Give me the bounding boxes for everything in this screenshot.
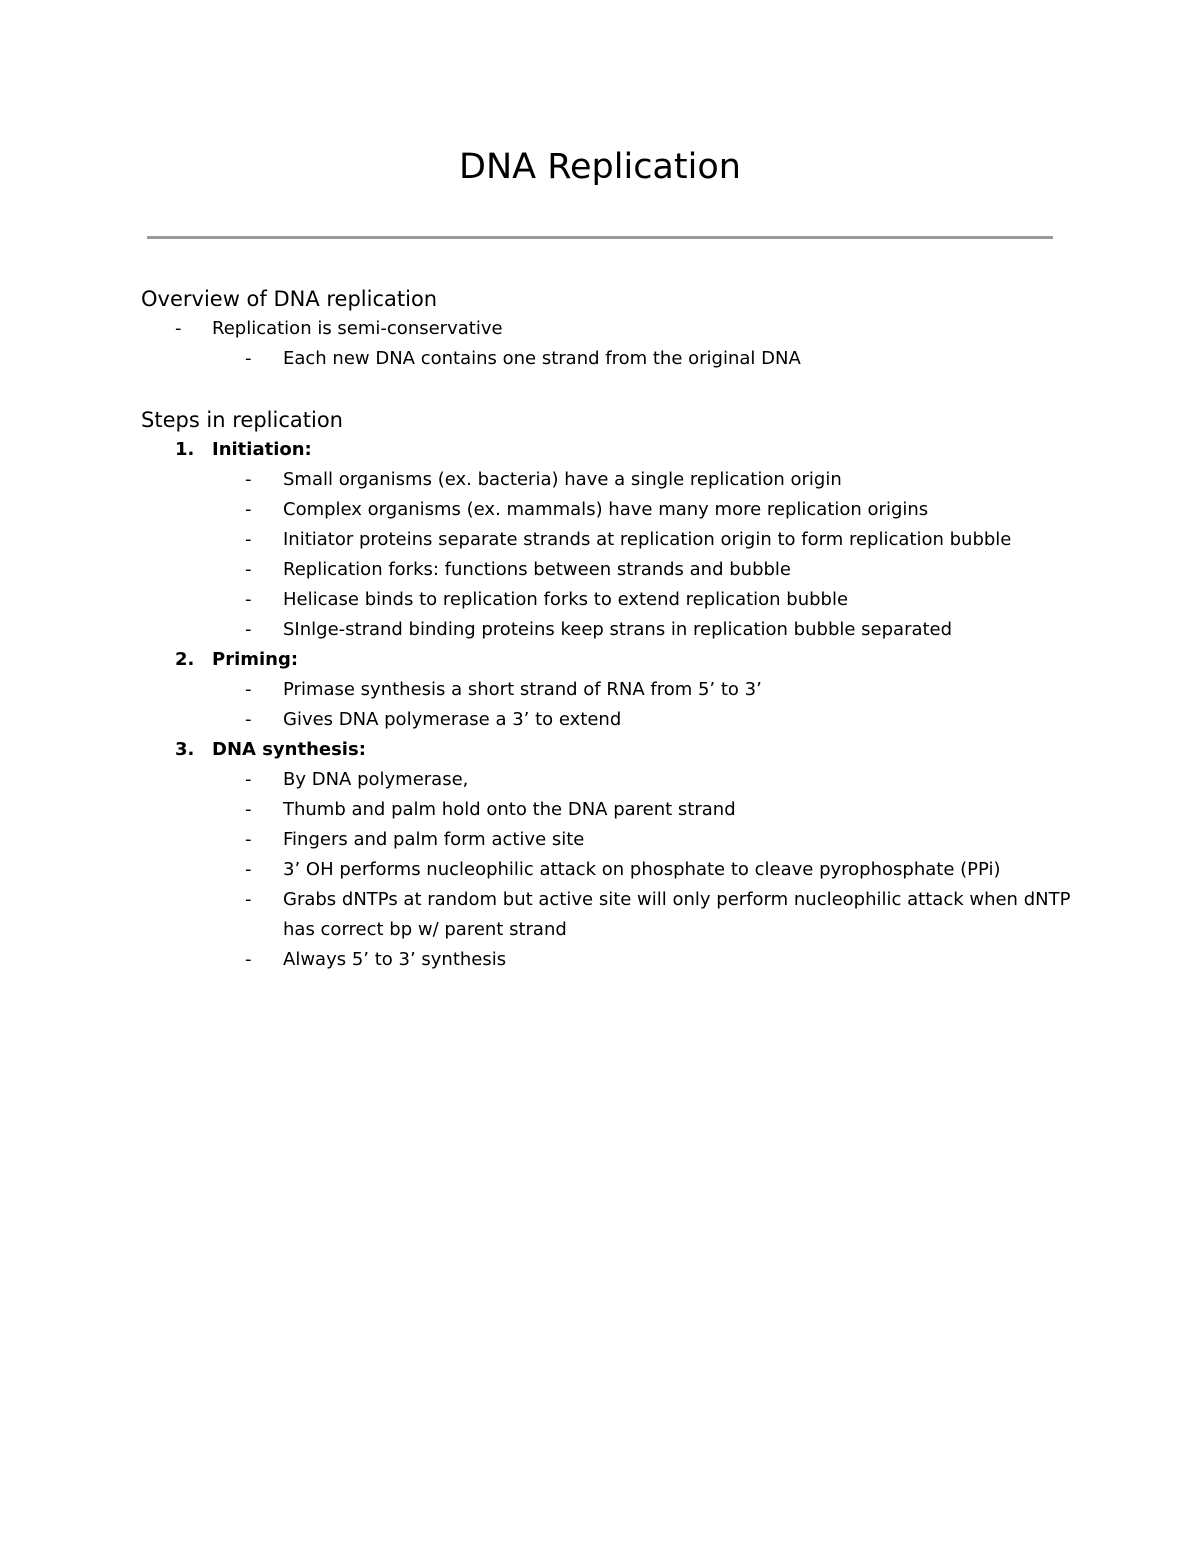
step-number: 2.: [175, 649, 195, 670]
list-item-text: Fingers and palm form active site: [283, 829, 585, 850]
step-item: [141, 735, 1071, 765]
list-item-text: By DNA polymerase,: [283, 769, 469, 790]
document-body: [141, 284, 1071, 975]
overview-list: [141, 314, 1071, 374]
dash-bullet: -: [245, 889, 252, 910]
step-detail-list: [141, 675, 1071, 735]
list-item: [141, 795, 1071, 825]
list-item-text: Small organisms (ex. bacteria) have a single replication origin: [283, 469, 842, 490]
dash-bullet: -: [245, 769, 252, 790]
list-item-text: Grabs dNTPs at random but active site will only perform nucleophilic attack when dNTP has correct bp w/ parent strand: [283, 889, 1071, 940]
step-number: 1.: [175, 439, 195, 460]
dash-bullet: -: [245, 529, 252, 550]
list-item-text: Initiator proteins separate strands at replication origin to form replication bubble: [283, 529, 1012, 550]
list-item-text: Gives DNA polymerase a 3’ to extend: [283, 709, 622, 730]
list-item: [141, 344, 1071, 374]
list-item-text: Replication is semi-conservative: [212, 318, 503, 339]
list-item: [141, 855, 1071, 885]
step-item: [141, 645, 1071, 675]
list-item: [141, 705, 1071, 735]
list-item-text: 3’ OH performs nucleophilic attack on phosphate to cleave pyrophosphate (PPi): [283, 859, 1001, 880]
step-label: DNA synthesis:: [212, 739, 366, 760]
step-label: Priming:: [212, 649, 299, 670]
dash-bullet: -: [245, 499, 252, 520]
list-item: [141, 555, 1071, 585]
step-details: [141, 675, 1071, 735]
step-detail-list: [141, 765, 1071, 975]
title-divider: [147, 236, 1053, 239]
list-item-text: Replication forks: functions between strands and bubble: [283, 559, 791, 580]
list-item-text: Always 5’ to 3’ synthesis: [283, 949, 507, 970]
dash-bullet: -: [245, 469, 252, 490]
page-title: DNA Replication: [459, 147, 741, 187]
list-item: [141, 765, 1071, 795]
dash-bullet: -: [245, 799, 252, 820]
steps-list: [141, 435, 1071, 975]
list-item-text: Helicase binds to replication forks to extend replication bubble: [283, 589, 849, 610]
dash-bullet: -: [245, 949, 252, 970]
list-item: [141, 615, 1071, 645]
steps-heading: Steps in replication: [141, 408, 343, 432]
dash-bullet: -: [245, 619, 252, 640]
list-item: [141, 465, 1071, 495]
list-item: [141, 885, 1071, 945]
list-item: [141, 675, 1071, 705]
overview-heading: Overview of DNA replication: [141, 287, 438, 311]
list-item: [141, 825, 1071, 855]
list-item-text: SInlge-strand binding proteins keep strans in replication bubble separated: [283, 619, 953, 640]
step-number: 3.: [175, 739, 195, 760]
dash-bullet: -: [245, 559, 252, 580]
step-details: [141, 765, 1071, 975]
step-details: [141, 465, 1071, 645]
list-item: [141, 525, 1071, 555]
list-item-text: Thumb and palm hold onto the DNA parent strand: [283, 799, 736, 820]
list-item: [141, 945, 1071, 975]
dash-bullet: -: [245, 859, 252, 880]
list-item-text: Primase synthesis a short strand of RNA from 5’ to 3’: [283, 679, 762, 700]
list-item: [141, 585, 1071, 615]
step-item: [141, 435, 1071, 465]
list-item: [141, 495, 1071, 525]
step-label: Initiation:: [212, 439, 312, 460]
dash-bullet: -: [175, 318, 182, 339]
dash-bullet: -: [245, 829, 252, 850]
list-item-text: Complex organisms (ex. mammals) have many more replication origins: [283, 499, 929, 520]
step-detail-list: [141, 465, 1071, 645]
dash-bullet: -: [245, 348, 252, 369]
dash-bullet: -: [245, 679, 252, 700]
list-item: [141, 314, 1071, 344]
dash-bullet: -: [245, 589, 252, 610]
dash-bullet: -: [245, 709, 252, 730]
list-item-text: Each new DNA contains one strand from the original DNA: [283, 348, 801, 369]
